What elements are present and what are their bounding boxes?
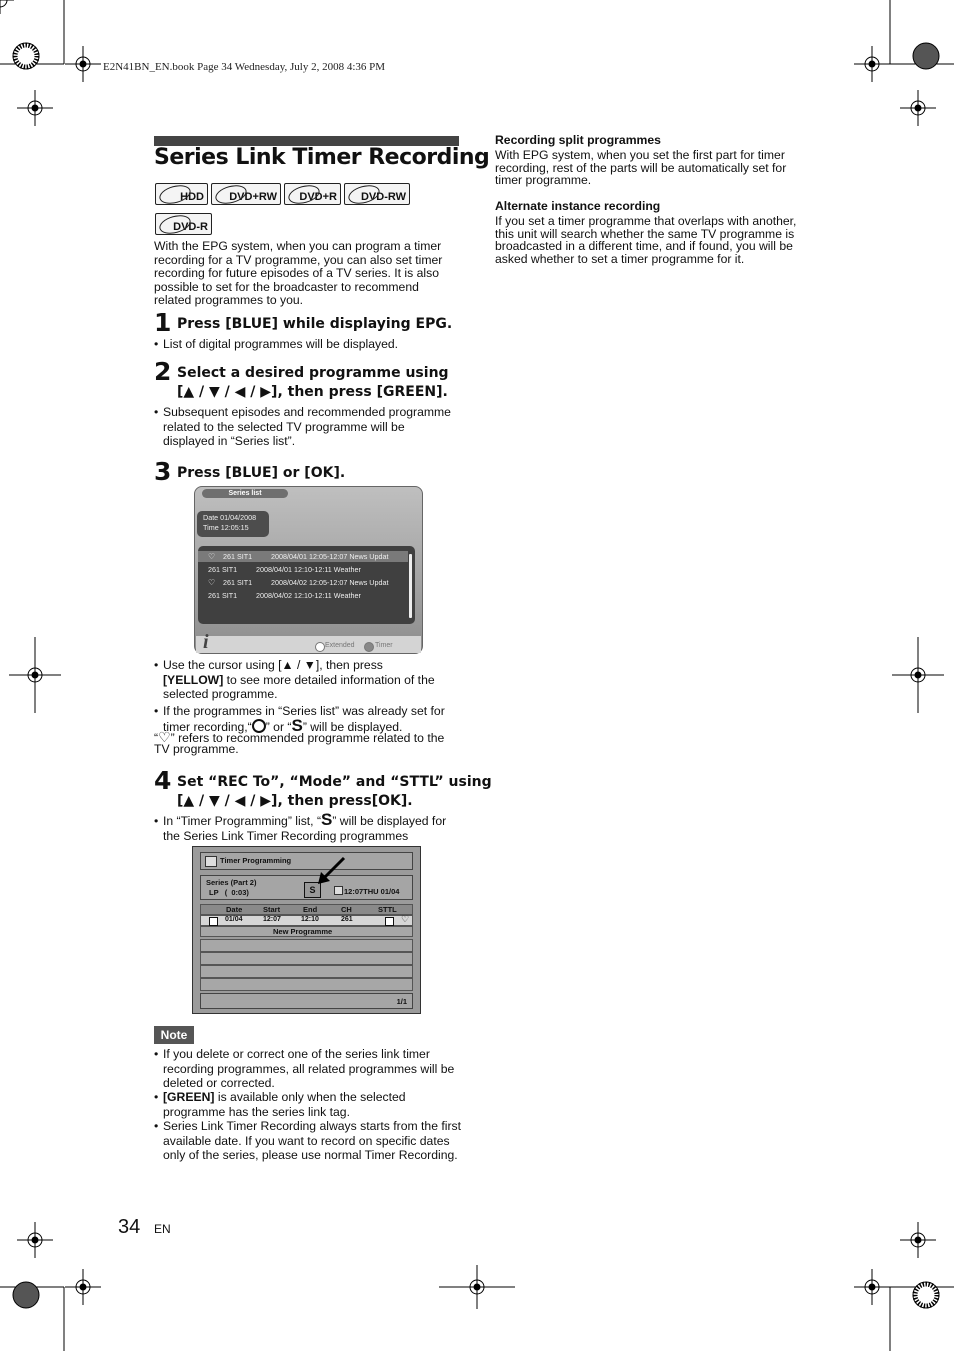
alternate-instance-heading: Alternate instance recording: [495, 199, 661, 213]
info-icon: i: [203, 631, 209, 653]
tp-title: Timer Programming: [220, 856, 292, 865]
page-indicator: 1/1: [396, 997, 407, 1006]
table-row[interactable]: 01/04 12:07 12:10 261 ♡: [200, 915, 413, 926]
dvd-plus-rw-badge: DVD+RW: [211, 183, 281, 205]
date-line: Date 01/04/2008: [203, 513, 257, 522]
tp-page-bar: [200, 993, 413, 1009]
table-row[interactable]: ♡ 261 SIT1 2008/04/01 12:05-12:07 News Updat: [198, 551, 408, 562]
series-list-rows: [198, 546, 415, 624]
note-item-1: • If you delete or correct one of the series link timer recording programmes, all related programmes will be deleted or corrected.: [163, 1047, 459, 1091]
heart-icon: ♡: [158, 729, 171, 745]
step-1-bullet: • List of digital programmes will be displayed.: [163, 337, 459, 352]
step-4-number: 4: [154, 766, 172, 795]
page-title: Series Link Timer Recording: [154, 145, 490, 170]
step-3-title: Press [BLUE] or [OK].: [177, 465, 346, 481]
file-header: E2N41BN_EN.book Page 34 Wednesday, July 2, 2008 4:36 PM: [103, 61, 386, 73]
series-list-tab: Series list: [202, 489, 288, 498]
step-3-heart-note: “♡” refers to recommended programme related to the TV programme.: [154, 729, 445, 756]
note-item-2: • [GREEN] is available only when the selected programme has the series link tag.: [163, 1090, 459, 1119]
series-s-badge: S: [304, 882, 321, 898]
step-2-bullet: • Subsequent episodes and recommended programme related to the selected TV programme will be displayed in “Series list”.: [163, 405, 455, 449]
heart-icon: ♡: [208, 578, 216, 587]
extended-indicator-icon: [315, 642, 325, 652]
step-3-bullet-timer: • If the programmes in “Series list” was already set for timer recording,“ ” or “S” will be displayed.: [163, 704, 459, 734]
timer-indicator-icon: [364, 642, 374, 652]
step-3-bullet-cursor: • Use the cursor using [▲ / ▼], then press [YELLOW] to see more detailed information of the selected programme.: [163, 658, 455, 702]
split-programmes-text: With EPG system, when you set the first part for timer recording, rest of the parts will be automatically set for timer programme.: [495, 148, 787, 188]
table-row[interactable]: 261 SIT1 2008/04/01 12:10-12:11 Weather: [208, 565, 361, 574]
time-line: Time 12:05:15: [203, 523, 249, 532]
note-item-3: • Series Link Timer Recording always starts from the first available date. If you want to record on specific dates only of the series, please use normal Timer Recording.: [163, 1119, 461, 1163]
step-4-title-line1: Set “REC To”, “Mode” and “STTL” using: [177, 774, 492, 790]
heart-icon: ♡: [208, 552, 216, 561]
empty-row: [200, 965, 413, 978]
split-programmes-heading: Recording split programmes: [495, 133, 661, 147]
timer-label: Timer: [375, 642, 393, 649]
timer-programming-screen: [192, 846, 421, 1014]
pointer-arrow-icon: [315, 855, 347, 887]
step-3-number: 3: [154, 457, 172, 486]
page-number: 34: [118, 1216, 141, 1238]
step-4-bullet: • In “Timer Programming” list, “S” will be displayed for the Series Link Timer Recording programmes: [163, 814, 455, 843]
hdd-badge: HDD: [155, 183, 208, 205]
intro-text: With the EPG system, when you can program a timer recording for a TV programme, you can also set timer recording for future episodes of a TV series. It is also possible to set for the broadcaster to recommend related programmes to you.: [154, 239, 443, 308]
tp-series-info: Series (Part 2) LP ( 0:03) S 12:07THU 01/04: [200, 875, 413, 900]
alternate-instance-text: If you set a timer programme that overlaps with another, this unit will search whether the same TV programme is broadcasted in a different time, and if found, you will be asked whether to set a timer programme for it.: [495, 214, 797, 266]
extended-label: Extended: [325, 642, 355, 649]
dvd-rw-badge: DVD-RW: [344, 183, 410, 205]
series-s-icon: S: [321, 810, 333, 829]
step-1-number: 1: [154, 308, 172, 337]
series-list-datetime: [197, 511, 269, 537]
dvd-plus-r-badge: DVD+R: [284, 183, 341, 205]
table-row[interactable]: ♡ 261 SIT1 2008/04/02 12:05-12:07 News Updat: [208, 578, 389, 587]
step-2-number: 2: [154, 357, 172, 386]
tp-title-bar: [200, 852, 413, 870]
step-2-title-line1: Select a desired programme using: [177, 365, 449, 381]
step-2-title-line2: [▲ / ▼ / ◀ / ▶], then press [GREEN].: [177, 384, 448, 400]
checkbox[interactable]: [209, 917, 218, 926]
sttl-checkbox[interactable]: [385, 917, 394, 926]
calendar-icon: [205, 856, 217, 867]
empty-row: [200, 952, 413, 965]
tp-clock: 12:07THU 01/04: [344, 887, 400, 896]
empty-row: [200, 939, 413, 952]
dvd-r-badge: DVD-R: [155, 213, 212, 235]
heart-icon: ♡: [401, 914, 410, 924]
new-programme-row[interactable]: New Programme: [200, 926, 413, 937]
note-label: Note: [154, 1026, 194, 1044]
language-code: EN: [154, 1222, 171, 1236]
scrollbar[interactable]: [409, 554, 412, 618]
step-1-title: Press [BLUE] while displaying EPG.: [177, 316, 453, 332]
step-4-title-line2: [▲ / ▼ / ◀ / ▶], then press[OK].: [177, 793, 413, 809]
clock-icon: [334, 886, 343, 895]
empty-row: [200, 978, 413, 991]
tp-column-headers: Date Start End CH STTL: [200, 904, 413, 915]
series-s-icon: S: [291, 715, 303, 735]
series-list-footer: [196, 631, 421, 653]
table-row[interactable]: 261 SIT1 2008/04/02 12:10-12:11 Weather: [208, 591, 361, 600]
